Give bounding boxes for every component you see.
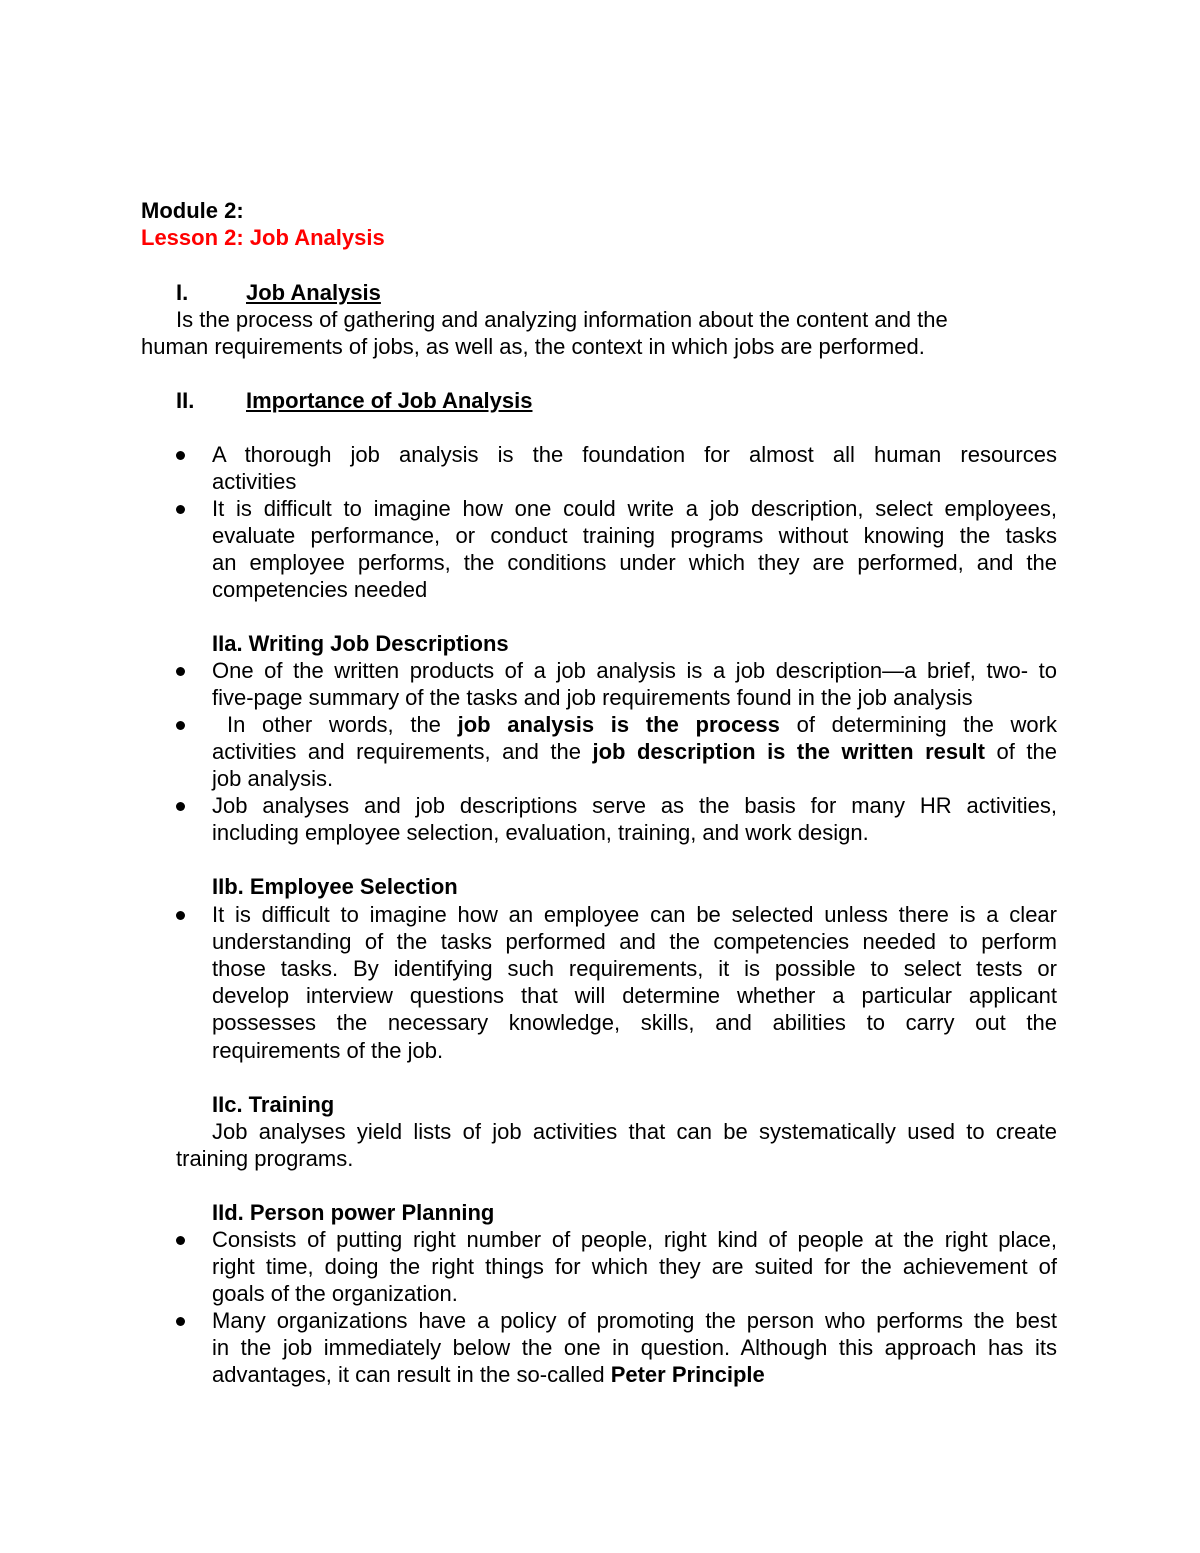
- section-2d-bullet-1-line-2: right time, doing the right things for which they are suited for the achievement of: [212, 1254, 1057, 1279]
- section-2-bullet-2-line-3: an employee performs, the conditions under which they are performed, and the: [212, 550, 1057, 575]
- bullet-icon: [176, 721, 185, 730]
- bullet-icon: [176, 1236, 185, 1245]
- bullet-icon: [176, 451, 185, 460]
- section-2d-bullet-2-line-2: in the job immediately below the one in question. Although this approach has its: [212, 1335, 1057, 1360]
- section-2b-bullet-1-line-6: requirements of the job.: [212, 1038, 444, 1063]
- bullet-icon: [176, 505, 185, 514]
- section-2d-title: IId. Person power Planning: [212, 1200, 495, 1225]
- section-2d-bullet-1-line-3: goals of the organization.: [212, 1281, 458, 1306]
- module-heading: Module 2:: [141, 198, 244, 223]
- peter-principle-term: Peter Principle: [610, 1362, 765, 1387]
- section-2a-bullet-2-line-3: job analysis.: [212, 766, 334, 791]
- section-2a-title: IIa. Writing Job Descriptions: [212, 631, 509, 656]
- section-2c-title: IIc. Training: [212, 1092, 335, 1117]
- section-2d-bullet-2-line-1: Many organizations have a policy of promoting the person who performs the best: [212, 1308, 1057, 1333]
- section-2a-bullet-3-line-1: Job analyses and job descriptions serve as the basis for many HR activities,: [212, 793, 1057, 818]
- bullet-icon: [176, 802, 185, 811]
- section-2-bullet-2-line-2: evaluate performance, or conduct training programs without knowing the tasks: [212, 523, 1057, 548]
- section-2d-bullet-2-line-3: advantages, it can result in the so-called Peter Principle: [212, 1362, 765, 1387]
- lesson-heading: Lesson 2: Job Analysis: [141, 225, 385, 250]
- section-2-title: Importance of Job Analysis: [246, 388, 533, 413]
- section-2-bullet-1-line-2: activities: [212, 469, 297, 494]
- bullet-icon: [176, 911, 185, 920]
- section-1-text-line-2: human requirements of jobs, as well as, the context in which jobs are performed.: [141, 334, 925, 359]
- section-2-numeral: II.: [176, 388, 195, 413]
- section-2-bullet-1-line-1: A thorough job analysis is the foundation for almost all human resources: [212, 442, 1057, 467]
- section-2-bullet-2-line-1: It is difficult to imagine how one could write a job description, select employees,: [212, 496, 1057, 521]
- section-2a-bullet-2-line-1: In other words, the job analysis is the process of determining the work: [227, 712, 1057, 737]
- section-2b-bullet-1-line-2: understanding of the tasks performed and the competencies needed to perform: [212, 929, 1057, 954]
- section-2c-text-line-2: training programs.: [176, 1146, 354, 1171]
- section-1-numeral: I.: [176, 280, 189, 305]
- section-2b-bullet-1-line-4: develop interview questions that will determine whether a particular applicant: [212, 983, 1057, 1008]
- section-2a-bullet-3-line-2: including employee selection, evaluation, training, and work design.: [212, 820, 869, 845]
- bullet-icon: [176, 1317, 185, 1326]
- section-1-title: Job Analysis: [246, 280, 381, 305]
- section-2a-bullet-1-line-1: One of the written products of a job analysis is a job description—a brief, two- to: [212, 658, 1057, 683]
- section-2b-title: IIb. Employee Selection: [212, 874, 458, 899]
- section-1-text-line-1: Is the process of gathering and analyzing information about the content and the: [176, 307, 948, 332]
- bullet-icon: [176, 667, 185, 676]
- section-2-bullet-2-line-4: competencies needed: [212, 577, 428, 602]
- section-2c-text-line-1: Job analyses yield lists of job activities that can be systematically used to create: [212, 1119, 1057, 1144]
- section-2b-bullet-1-line-1: It is difficult to imagine how an employee can be selected unless there is a clear: [212, 902, 1057, 927]
- section-2a-bullet-2-line-2: activities and requirements, and the job description is the written result of the: [212, 739, 1057, 764]
- section-2b-bullet-1-line-5: possesses the necessary knowledge, skills, and abilities to carry out the: [212, 1010, 1057, 1035]
- section-2b-bullet-1-line-3: those tasks. By identifying such requirements, it is possible to select tests or: [212, 956, 1057, 981]
- section-2d-bullet-1-line-1: Consists of putting right number of people, right kind of people at the right place,: [212, 1227, 1057, 1252]
- section-2a-bullet-1-line-2: five-page summary of the tasks and job requirements found in the job analysis: [212, 685, 973, 710]
